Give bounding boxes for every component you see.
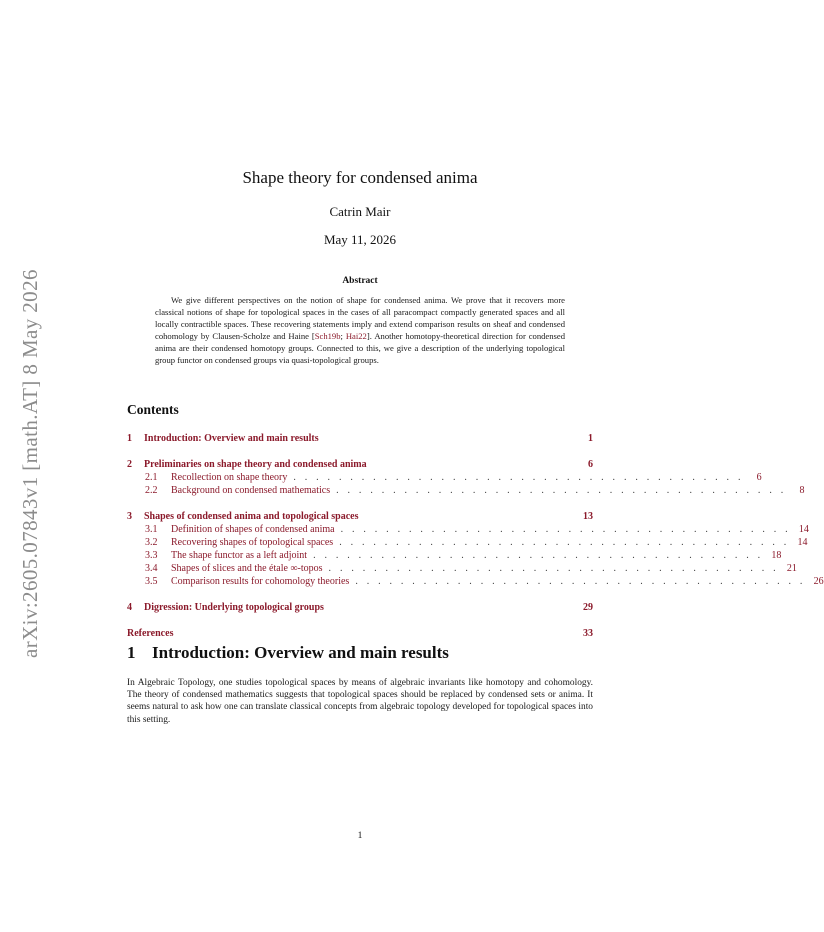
abstract-heading: Abstract (342, 276, 378, 286)
toc-subsection-number: 3.2 (145, 537, 158, 548)
toc-section-link[interactable] (127, 432, 593, 445)
toc-page-number: 26 (813, 576, 824, 587)
intro-paragraph: In Algebraic Topology, one studies topological spaces by means of algebraic invariants like homotopy and cohomology. The theory of condensed mathematics suggests that topological spaces should be replaced by condensed sets or anima. It seems natural to ask how one can translate classical concepts from algebraic topology developed for topological spaces into this setting. (127, 678, 593, 725)
toc-subsection-label: Recovering shapes of topological spaces (171, 537, 334, 548)
toc-dot-leader: . . . . . . . . . . . . . . . . . . . . . . . . . . . . . . . . . . . . . . . . (339, 537, 790, 548)
toc-subsection-number: 3.4 (145, 563, 158, 574)
toc-dot-leader: . . . . . . . . . . . . . . . . . . . . . . . . . . . . . . . . . . . . . . . . (336, 485, 787, 496)
toc-subsection-link[interactable] (127, 575, 824, 588)
toc-section-label: Preliminaries on shape theory and condensed anima (144, 459, 367, 470)
arxiv-identifier-stamp: arXiv:2605.07843v1 [math.AT] 8 May 2026 (18, 269, 42, 658)
toc-subsection-link[interactable] (127, 484, 805, 497)
section-number: 1 (127, 643, 136, 662)
toc-page-number: 8 (799, 485, 805, 496)
toc-subsection-link[interactable] (127, 536, 808, 549)
toc-subsection-label: Recollection on shape theory (171, 472, 288, 483)
toc-subsection-number: 3.3 (145, 550, 158, 561)
toc-subsection-label: Comparison results for cohomology theories (171, 576, 350, 587)
citation-link[interactable]: Hai22 (345, 331, 367, 341)
toc-section-number: 1 (127, 433, 132, 444)
toc-section-label: Digression: Underlying topological groups (144, 602, 324, 613)
toc-subsection-label: The shape functor as a left adjoint (171, 550, 308, 561)
toc-section-label: Shapes of condensed anima and topological spaces (144, 511, 359, 522)
toc-section-label: Introduction: Overview and main results (144, 433, 319, 444)
paper-date: May 11, 2026 (323, 232, 397, 247)
toc-dot-leader: . . . . . . . . . . . . . . . . . . . . . . . . . . . . . . . . . . . . . . . . (313, 550, 764, 561)
toc-section-number: 4 (127, 602, 132, 613)
toc-page-number: 6 (756, 472, 762, 483)
toc-section-label: References (127, 628, 174, 639)
paper-title: Shape theory for condensed anima (242, 168, 478, 187)
citation-link[interactable]: Sch19b (314, 331, 341, 341)
toc-subsection-label: Definition of shapes of condensed anima (171, 524, 335, 535)
toc-section-link[interactable] (127, 510, 593, 523)
toc-page-number: 29 (583, 602, 593, 613)
toc-dot-leader: . . . . . . . . . . . . . . . . . . . . . . . . . . . . . . . . . . . . . . . . (340, 524, 791, 535)
abstract-text-part-2: ]. Another homotopy-theoretical direction for condensed anima are their condensed homotopy groups. Connected to this, we give a description of the underlying topological group functor on condensed groups via quasi-topological groups. (155, 331, 565, 365)
toc-page-number: 1 (588, 433, 593, 444)
toc-subsection-label: Background on condensed mathematics (171, 485, 331, 496)
toc-subsection-number: 3.5 (145, 576, 158, 587)
toc-page-number: 14 (797, 537, 808, 548)
section-title: Introduction: Overview and main results (152, 643, 449, 662)
toc-page-number: 13 (583, 511, 593, 522)
author-name: Catrin Mair (329, 204, 391, 219)
toc-page-number: 18 (771, 550, 782, 561)
toc-dot-leader: . . . . . . . . . . . . . . . . . . . . . . . . . . . . . . . . . . . . . . . . (328, 563, 779, 574)
toc-subsection-label: Shapes of slices and the étale ∞-topos (171, 563, 323, 574)
toc-section-number: 3 (127, 511, 132, 522)
toc-page-number: 6 (588, 459, 593, 470)
abstract-text-part-1: We give different perspectives on the notion of shape for condensed anima. We prove that it recovers more classical notions of shape for topological spaces in the cases of all paracompact compactly generated spaces and all locally contractible spaces. These recovering statements imply and extend comparison results on sheaf and condensed cohomology by Clausen-Scholze and Haine [ (155, 295, 565, 341)
section-heading (127, 643, 449, 663)
toc-subsection-number: 2.2 (145, 485, 158, 496)
toc-dot-leader: . . . . . . . . . . . . . . . . . . . . . . . . . . . . . . . . . . . . . . . . (355, 576, 806, 587)
toc-subsection-link[interactable] (127, 549, 782, 562)
contents-heading: Contents (127, 402, 179, 417)
toc-subsection-number: 3.1 (145, 524, 158, 535)
toc-dot-leader: . . . . . . . . . . . . . . . . . . . . . . . . . . . . . . . . . . . . . . . . (293, 472, 744, 483)
toc-section-link[interactable] (127, 458, 593, 471)
toc-references-link[interactable] (127, 627, 593, 640)
toc-page-number: 33 (583, 628, 593, 639)
toc-subsection-number: 2.1 (145, 472, 158, 483)
citation-separator: ; (340, 331, 346, 341)
page-number: 1 (357, 831, 363, 841)
table-of-contents (127, 432, 824, 640)
toc-section-link[interactable] (127, 601, 593, 614)
toc-page-number: 21 (786, 563, 797, 574)
toc-page-number: 14 (798, 524, 809, 535)
toc-section-number: 2 (127, 459, 132, 470)
toc-subsection-link[interactable] (127, 471, 762, 484)
abstract-text (155, 294, 565, 366)
toc-subsection-link[interactable] (127, 523, 809, 536)
toc-subsection-link[interactable] (127, 562, 797, 575)
